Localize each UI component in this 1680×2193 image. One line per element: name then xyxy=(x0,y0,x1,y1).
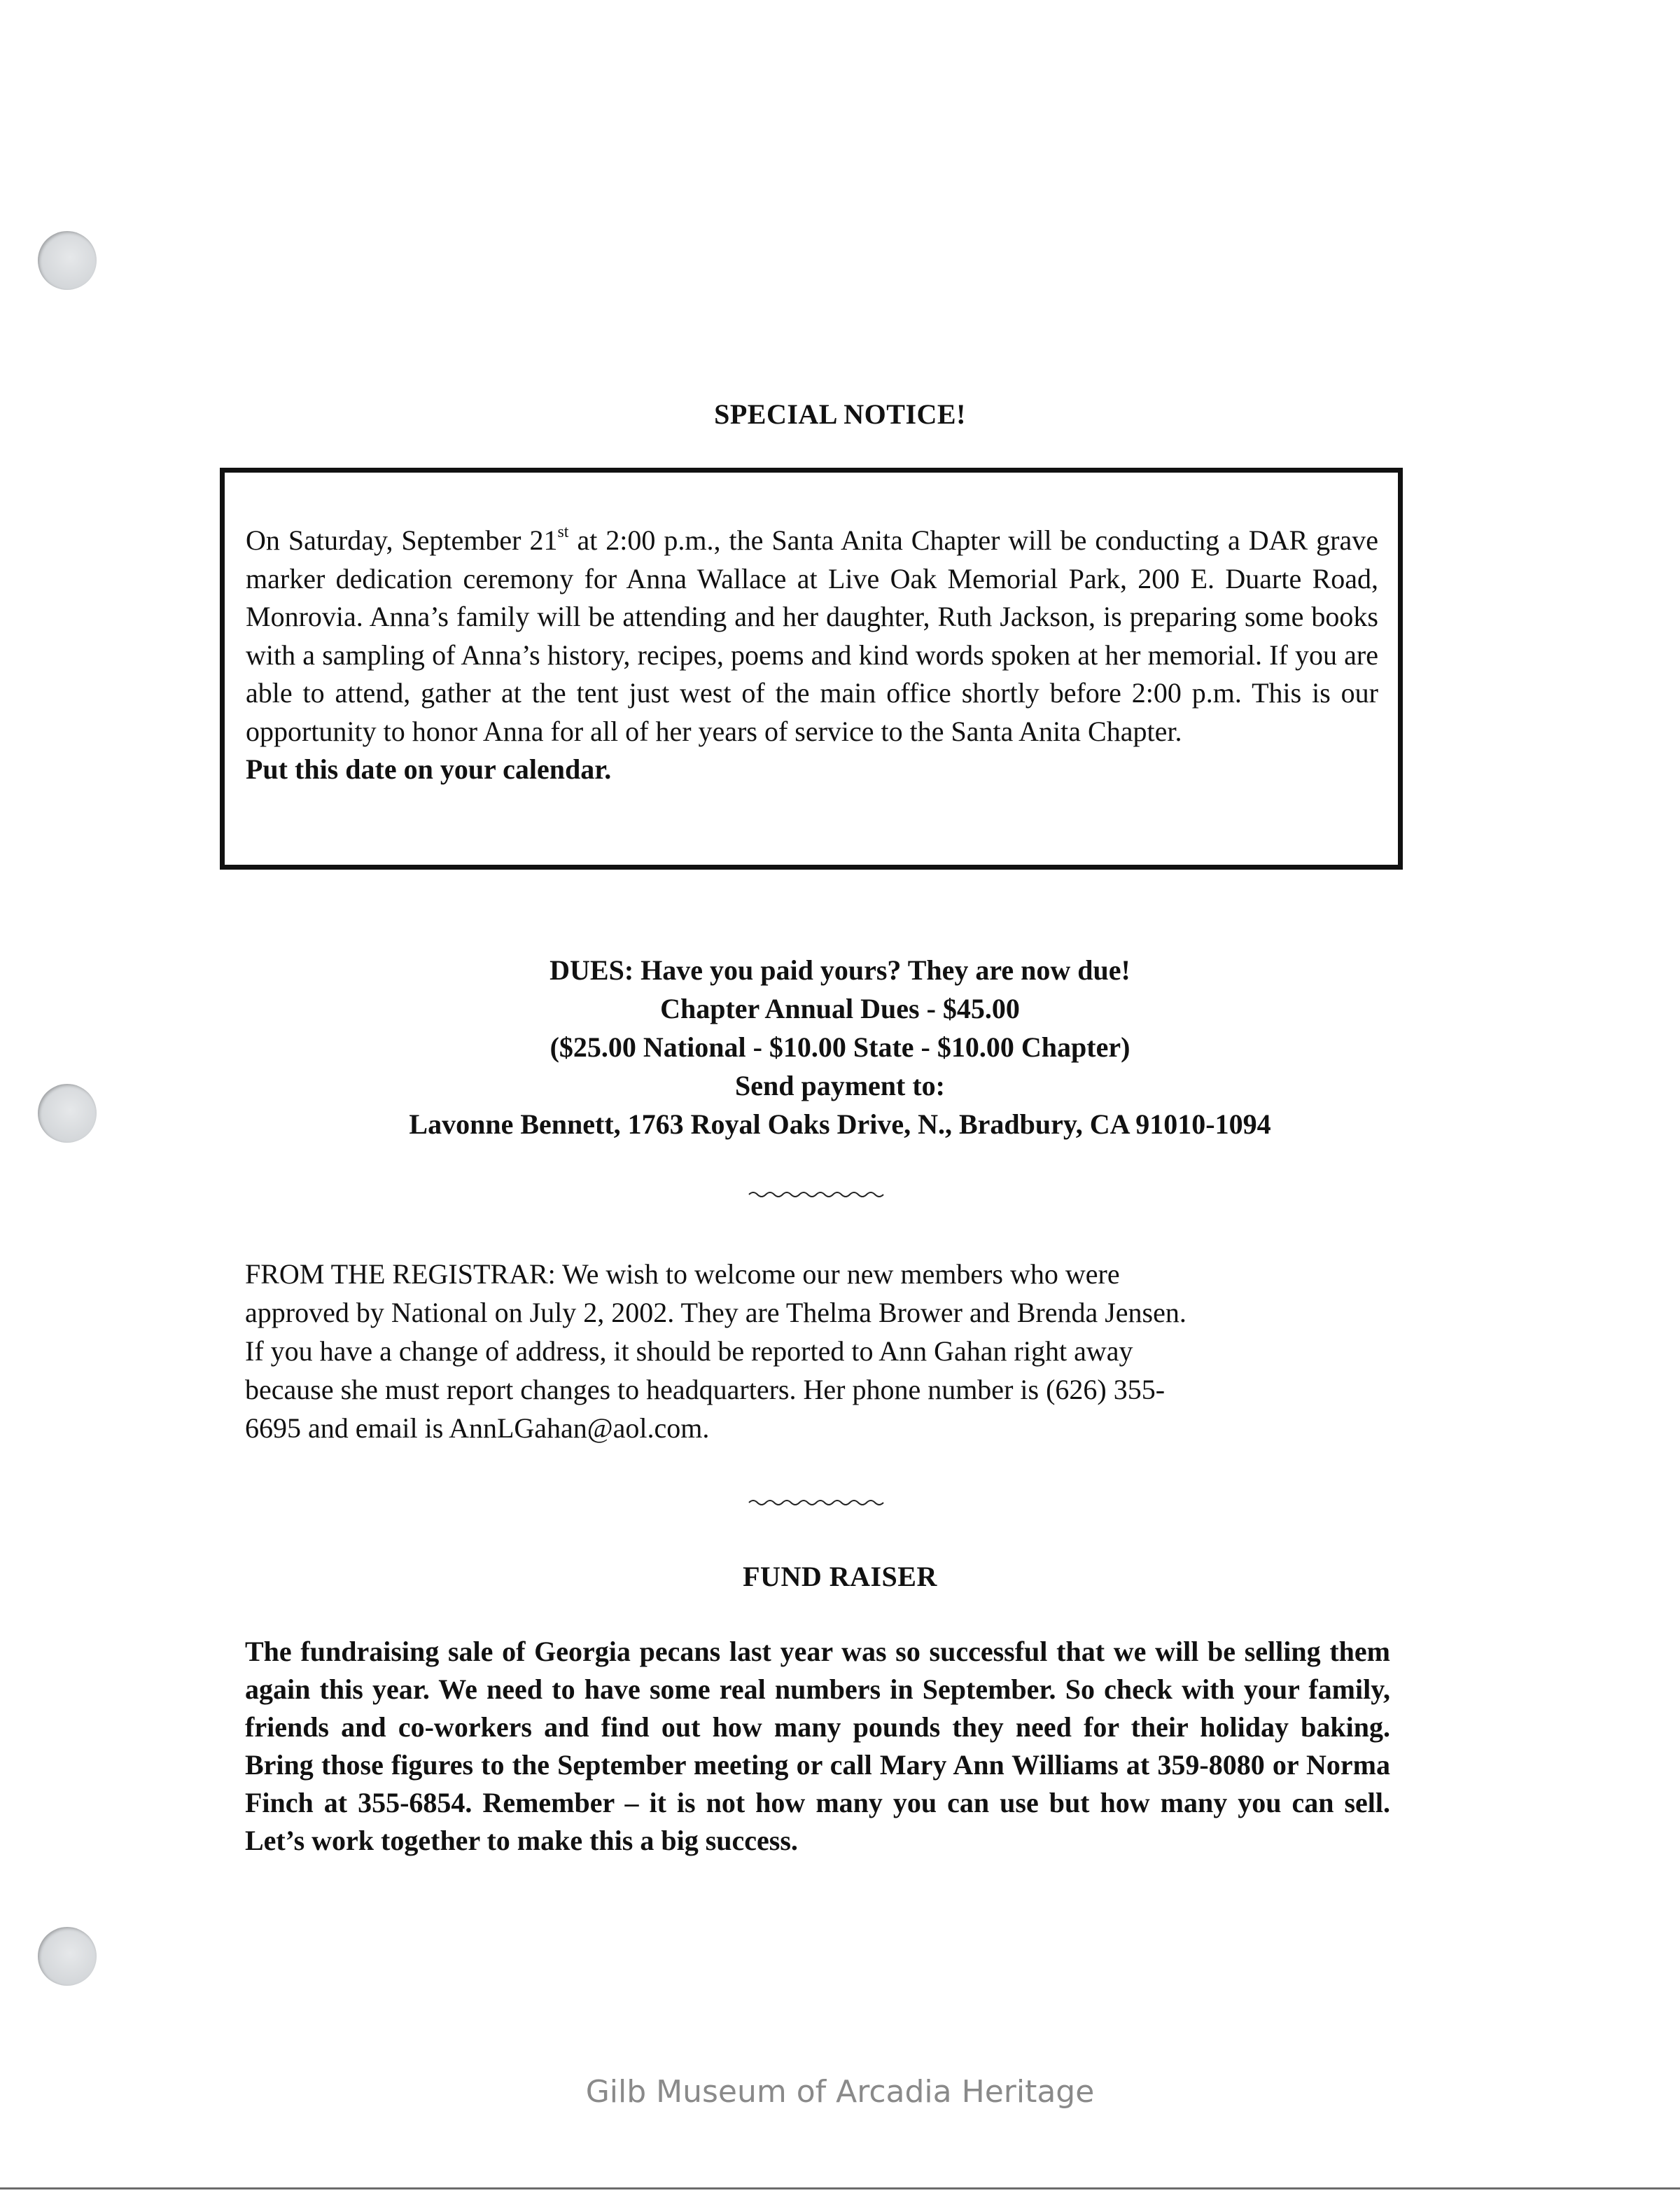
registrar-line: If you have a change of address, it should be reported to Ann Gahan right away xyxy=(245,1335,1133,1367)
registrar-line: approved by National on July 2, 2002. They are Thelma Brower and Brenda Jensen. xyxy=(245,1297,1186,1328)
fund-raiser-heading: FUND RAISER xyxy=(743,1561,937,1592)
registrar-section xyxy=(245,1255,1379,1447)
dues-payment-label: Send payment to: xyxy=(734,1070,946,1101)
registrar-line: 6695 and email is AnnLGahan@aol.com. xyxy=(245,1412,710,1444)
special-notice-text-start: On Saturday, September 21 xyxy=(246,524,558,556)
special-notice-text-rest: at 2:00 p.m., the Santa Anita Chapter will be conducting a DAR grave marker dedication ceremony for Anna Wallace at Live Oak Memorial Park, 200 E. Duarte Road, Monrovia. Anna’s family will be attending and her daughter, Ruth Jackson, is preparing some books with a sampling of Anna’s history, recipes, poems and kind words spoken at her memorial. If you are able to attend, gather at the tent just west of the main office shortly before 2:00 p.m. This is our opportunity to honor Anna for all of her years of service to the Santa Anita Chapter. xyxy=(246,524,1379,747)
special-notice-heading: SPECIAL NOTICE! xyxy=(714,398,966,430)
museum-watermark: Gilb Museum of Arcadia Heritage xyxy=(585,2074,1095,2110)
punch-hole xyxy=(38,1927,97,1986)
special-notice-box xyxy=(220,468,1403,870)
registrar-line: FROM THE REGISTRAR: We wish to welcome our new members who were xyxy=(245,1258,1120,1290)
ordinal-suffix: st xyxy=(557,523,569,541)
squiggle-divider xyxy=(748,1188,888,1202)
fund-raiser-text: The fundraising sale of Georgia pecans last year was so successful that we will be selling them again this year. We need to have some real numbers in September. So check with your family, friends and co-workers and find out how many pounds they need for their holiday baking. Bring those figures to the September meeting or call Mary Ann Williams at 359-8080 or Norma Finch at 355-6854. Remember – it is not how many you can use but how many you can sell. Let’s work together to make this a big success. xyxy=(245,1636,1390,1856)
dues-payment-address: Lavonne Bennett, 1763 Royal Oaks Drive, N., Bradbury, CA 91010-1094 xyxy=(409,1108,1271,1140)
squiggle-divider xyxy=(748,1496,888,1510)
dues-section xyxy=(0,951,1680,1143)
dues-question: DUES: Have you paid yours? They are now due! xyxy=(550,954,1130,986)
dues-breakdown: ($25.00 National - $10.00 State - $10.00 Chapter) xyxy=(550,1031,1130,1063)
page-bottom-edge xyxy=(0,2187,1680,2189)
special-notice-text xyxy=(246,522,1378,751)
dues-amount: Chapter Annual Dues - $45.00 xyxy=(660,993,1020,1024)
registrar-line: because she must report changes to headquarters. Her phone number is (626) 355- xyxy=(245,1374,1166,1405)
special-notice-closing: Put this date on your calendar. xyxy=(246,753,612,785)
punch-hole xyxy=(38,231,97,290)
